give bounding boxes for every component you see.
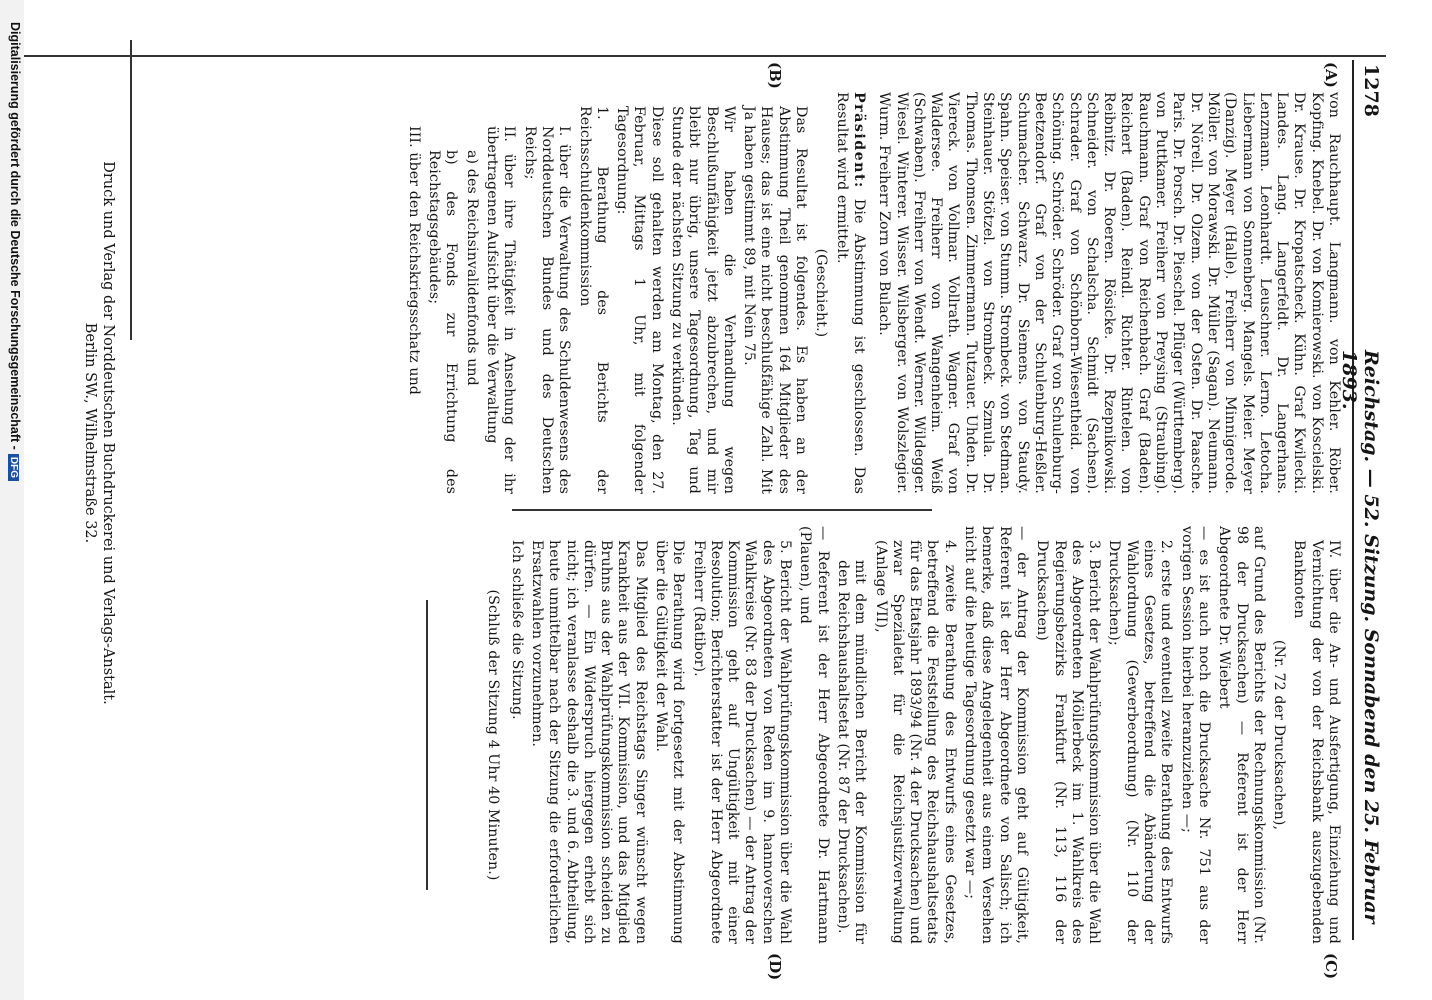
left-column [402,92,1342,494]
agenda-item: b) des Fonds zur Errichtung des Reichstagsgebäudes; [426,150,460,494]
vote-name-list: von Rauchhaupt. Langmann. von Kehler. Röber. Kopfing. Knebel. Dr. von Komierowski. von Koscielski. Dr. Krause. Dr. Kropatscheck. Kühn. Graf Kwilecki. Landes. Lang. Langerfeldt. Dr. Langerhans. Lenzmann. Leonhardt. Leuschner. Lerno. Letocha. Liebermann von Sonnenberg. Mangels. Meier. Meyer (Danzig). Meyer (Halle). Freiherr von Minnigerode. Möller. von Morawski. Dr. Müller (Sagan). Neumann. Dr. Nörell. Dr. Olzem. von der Osten. Dr. Paasche. Paris. Dr. Porsch. Dr. Pieschel. Pflüger (Württemberg). von Puttkamer. Freiherr von Preysing (Straubing). Rauchmann. Graf von Reichenbach. Graf (Baden). Reichert (Baden). Reindl. Richter. Rintelen. von Reibnitz. Dr. Roeren. Rösicke. Dr. Rzepnikowski. Schneider. von Schalscha. Schmidt (Sachsen). Schrader. Graf von Schönborn-Wiesentheid. von Schöning. Schröder. Schröder. Graf von Schulenburg-Beetzendorf. Graf von der Schulenburg-Heßler. Schumacher. Schwarz. Dr. Siemens. von Staudy. Spahn. Speiser. von Stumm. Strombeck. von Stedman. Steinhauer. Stötzel. von Strombeck. Szmula. Dr. Thomas. Thomsen. Zimmermann. Tutzauer. Uhden. Dr. Viereck. von Vollmar. Vollrath. Wagner. Graf von Waldersee. Freiherr von Wangenheim. Weiß (Schwaben). Freiherr von Wendt. Werner. Wildegger. Wiesel. Winterer. Wisser. Wilsberger. von Wolszlegier. Wurm. Freiherr Zorn von Bulach. [876,92,1342,494]
margin-marker-c: (C) [1322,953,1340,980]
agenda-item: II. über ihre Thätigkeit in Ansehung der ihr übertragenen Aufsicht über die Verwaltung [484,126,518,494]
dfg-logo: DFG [8,454,19,481]
pause-note: (Geschieht.) [813,248,830,338]
agenda-item-4-note: mit dem mündlichen Bericht der Kommission für den Reichshaushaltsetat (Nr. 87 der Drucksachen). [834,560,869,944]
imprint-line: Berlin SW., Wilhelmstraße 32. [82,322,98,544]
result-text: Das Resultat ist folgendes. Es haben an der Abstimmung Theil genommen 164 Mitglieder des Hauses; das ist eine nicht beschlußfähige Zahl. Mit Ja haben gestimmt 89, mit Nein 75. [741,106,810,494]
margin-marker-a: (A) [1322,62,1340,88]
separator-rule [131,40,133,340]
agenda-item-4-referent: — Referent ist der Herr Abgeordnete Dr. Hartmann (Plauen), und [797,526,831,944]
agenda-item-4: 4. zweite Berathung des Entwurfs eines Gesetzes, betreffend die Feststellung des Reichshaushaltsetats für das Etatsjahr 1893/94 (Nr. 4 der Drucksachen) und zwar Spezialetat für die Reichsjustizverwaltung (Anlage VII), [872,540,958,944]
imprint-line: Druck und Verlag der Norddeutschen Buchdruckerei und Verlags-Anstalt. [100,161,116,705]
column-divider [512,509,932,511]
break-text: Wir haben die Verhandlung wegen Beschlußunfähigkeit jetzt abzubrechen, und mir bleibt nur übrig, unsere Tagesordnung, Tag und Stunde der nächsten Sitzung zu verkünden. [669,106,737,494]
page-number: 1278 [1360,64,1382,117]
margin-marker-b: (B) [766,62,784,89]
digitization-note [8,22,22,481]
session-end-note: (Schluß der Sitzung 4 Uhr 40 Minuten.) [485,589,502,881]
closing-text: Das Mitglied des Reichstags Singer wünscht wegen Krankheit aus der VII. Kommission, und das Mitglied Bruhns aus der Wahlprüfungskommission scheiden zu dürfen. — Ein Widerspruch hiergegen erhebt sich nicht; ich veranlasse deshalb die 3. und 6. Abtheilung, heute unmittelbar nach der Sitzung die erforderlichen Ersatzwahlen vorzunehmen. [528,540,649,944]
right-column [481,526,1342,944]
left-border-rule [11,55,1386,57]
agenda-item-3: 3. Bericht der Wahlprüfungskommission über die Wahl des Abgeordneten Möllerbeck im 1. Wahlkreis des Regierungsbezirks Frankfurt (Nr. 113, 116 der Drucksachen) [1034,540,1103,944]
page-header [1338,60,1386,940]
session-note: — es ist auch noch die Drucksache Nr. 751 aus der vorigen Session hierbei heranzuziehen —; [1178,526,1212,944]
imprint [81,128,117,738]
header-title: Reichstag. — 52. Sitzung. Sonnabend den 25. Februar 1893. [1338,350,1382,924]
report-text: auf Grund des Berichts der Rechnungskommission (Nr. 98 der Drucksachen) — Referent ist der Herr Abgeordnete Dr. Wiebert [1216,526,1267,944]
agenda-item: 1. Berathung des Berichts der Reichsschuldenkommission [576,106,610,494]
agenda-item: III. über den Reichskriegsschatz und [405,126,422,395]
close-statement: Ich schließe die Sitzung. [508,540,525,720]
digitization-text: Digitalisierung gefördert durch die Deutsche Forschungsgemeinschaft - [8,22,22,450]
agenda-item-iv-note: (Nr. 72 der Drucksachen), [1271,639,1288,831]
president-label: Präsident: [850,92,867,189]
agenda-item-2: 2. erste und eventuell zweite Berathung des Entwurfs eines Gesetzes, betreffend die Abänderung der Wahlordnung (Gewerbeordnung) (Nr. 110 der Drucksachen); [1106,540,1175,944]
president-text: Die Abstimmung ist geschlossen. Das Resultat wird ermittelt. [833,92,867,494]
agenda-item-3-note: — der Antrag der Kommission geht auf Gültigkeit, Referent ist der Herr Abgeordnete von Salisch; ich bemerke, daß diese Angelegenheit aus einem Versehen nicht auf die heutige Tagesordnung gesetzt war —; [962,526,1030,944]
next-session-text: Diese soll gehalten werden am Montag, den 27. Februar, Mittags 1 Uhr, mit folgender Tagesordnung: [614,106,665,494]
agenda-item-iv: IV. über die An- und Ausfertigung, Einziehung und Vernichtung der von der Reichsbank auszugebenden Banknoten [1291,540,1342,944]
agenda-item: a) des Reichsinvalidenfonds und [463,150,480,386]
agenda-item: I. über die Verwaltung des Schuldenwesens des Norddeutschen Bundes und des Deutschen Reichs; [521,126,573,494]
agenda-item-5: 5. Bericht der Wahlprüfungskommission über die Wahl des Abgeordneten von Reden im 9. hannoverschen Wahlkreise (Nr. 83 der Drucksachen) — der Antrag der Kommission geht auf Ungültigkeit mit einer Resolution; Berichterstatter ist der Herr Abgeordnete Freiherr (Ratibor). [690,540,794,944]
agenda-item-5-note: Die Berathung wird fortgesetzt mit der Abstimmung über die Gültigkeit der Wahl. [653,540,687,944]
separator-rule [427,600,429,890]
margin-marker-d: (D) [766,953,784,981]
